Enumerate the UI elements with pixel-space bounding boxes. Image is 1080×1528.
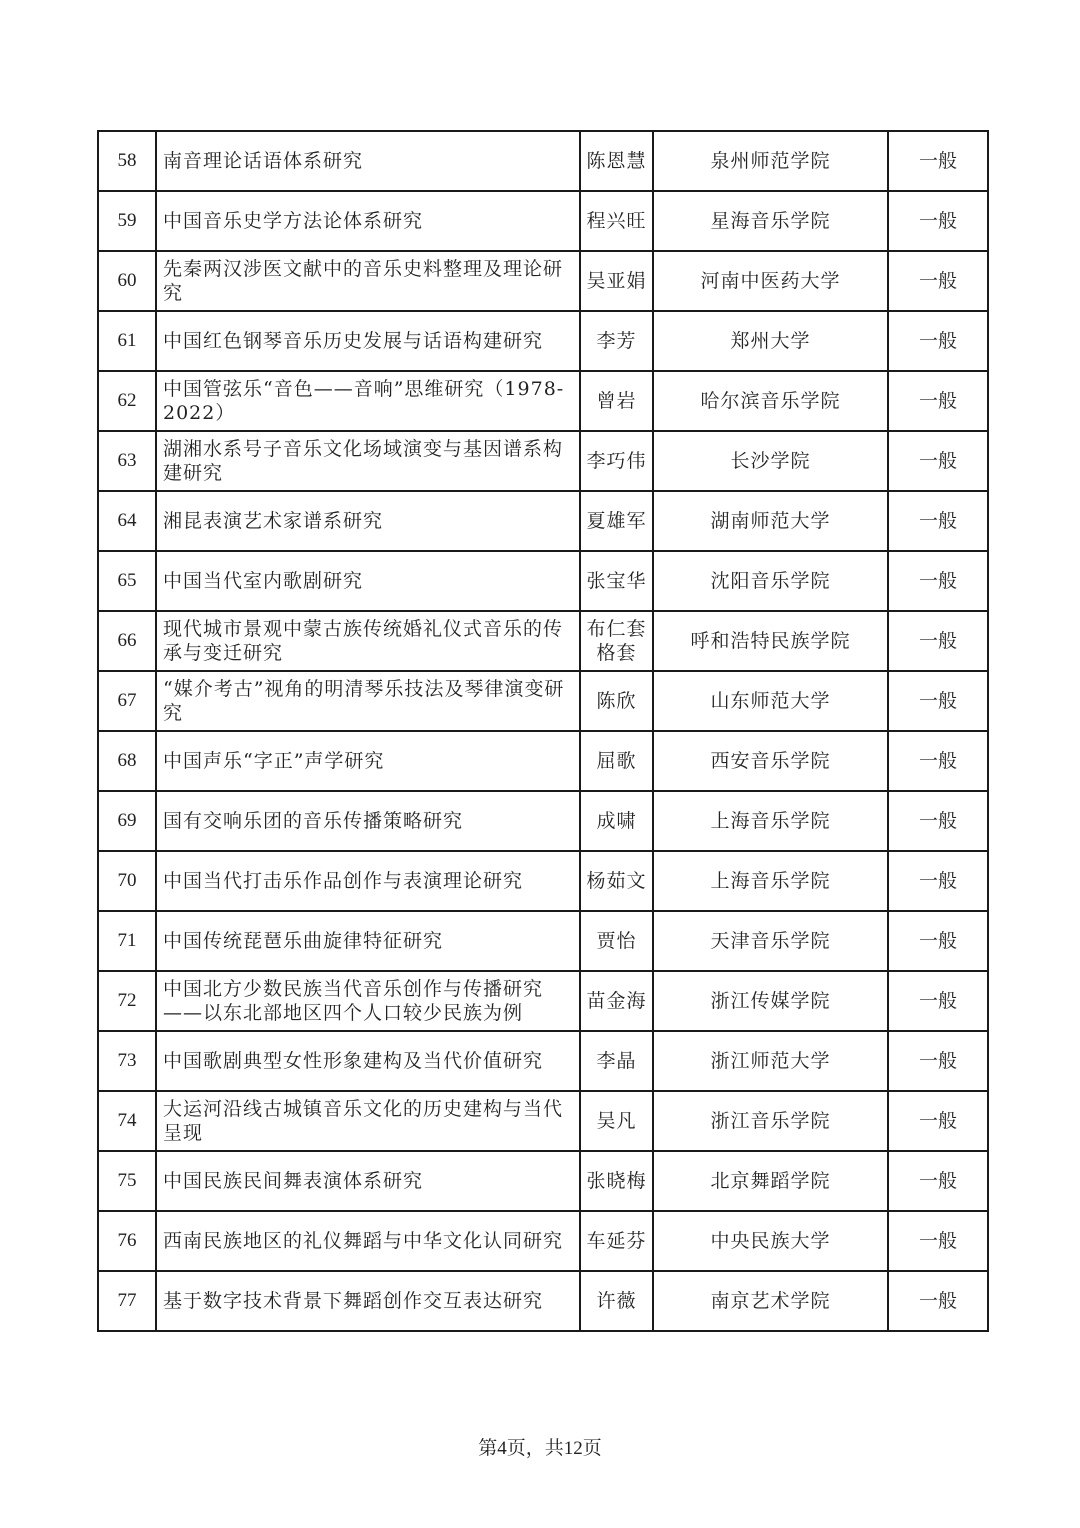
project-title: 中国管弦乐“音色——音响”思维研究（1978-2022） bbox=[156, 371, 580, 431]
institution: 星海音乐学院 bbox=[653, 191, 888, 251]
institution: 西安音乐学院 bbox=[653, 731, 888, 791]
principal-investigator: 李巧伟 bbox=[580, 431, 653, 491]
table-row bbox=[98, 1211, 988, 1271]
project-title: 先秦两汉涉医文献中的音乐史料整理及理论研究 bbox=[156, 251, 580, 311]
table-row bbox=[98, 491, 988, 551]
row-number: 71 bbox=[98, 911, 156, 971]
principal-investigator: 张晓梅 bbox=[580, 1151, 653, 1211]
institution: 上海音乐学院 bbox=[653, 851, 888, 911]
table-row bbox=[98, 1031, 988, 1091]
project-title: 国有交响乐团的音乐传播策略研究 bbox=[156, 791, 580, 851]
principal-investigator: 吴亚娟 bbox=[580, 251, 653, 311]
institution: 浙江音乐学院 bbox=[653, 1091, 888, 1151]
table-row bbox=[98, 791, 988, 851]
project-title: 中国当代打击乐作品创作与表演理论研究 bbox=[156, 851, 580, 911]
row-number: 72 bbox=[98, 971, 156, 1031]
table-row bbox=[98, 611, 988, 671]
project-level: 一般 bbox=[888, 851, 988, 911]
project-title: 中国传统琵琶乐曲旋律特征研究 bbox=[156, 911, 580, 971]
principal-investigator: 陈欣 bbox=[580, 671, 653, 731]
project-level: 一般 bbox=[888, 131, 988, 191]
table-row bbox=[98, 911, 988, 971]
project-title: 中国音乐史学方法论体系研究 bbox=[156, 191, 580, 251]
project-level: 一般 bbox=[888, 551, 988, 611]
project-level: 一般 bbox=[888, 191, 988, 251]
project-title: 中国北方少数民族当代音乐创作与传播研究——以东北部地区四个人口较少民族为例 bbox=[156, 971, 580, 1031]
table-row bbox=[98, 1091, 988, 1151]
project-table-body bbox=[98, 131, 988, 1331]
row-number: 68 bbox=[98, 731, 156, 791]
row-number: 74 bbox=[98, 1091, 156, 1151]
project-level: 一般 bbox=[888, 371, 988, 431]
institution: 长沙学院 bbox=[653, 431, 888, 491]
project-title: 南音理论话语体系研究 bbox=[156, 131, 580, 191]
table-row bbox=[98, 971, 988, 1031]
table-row bbox=[98, 251, 988, 311]
table-row bbox=[98, 431, 988, 491]
project-level: 一般 bbox=[888, 1091, 988, 1151]
row-number: 67 bbox=[98, 671, 156, 731]
project-level: 一般 bbox=[888, 1211, 988, 1271]
institution: 天津音乐学院 bbox=[653, 911, 888, 971]
project-title: 中国红色钢琴音乐历史发展与话语构建研究 bbox=[156, 311, 580, 371]
table-row bbox=[98, 191, 988, 251]
project-level: 一般 bbox=[888, 251, 988, 311]
institution: 河南中医药大学 bbox=[653, 251, 888, 311]
project-title: 西南民族地区的礼仪舞蹈与中华文化认同研究 bbox=[156, 1211, 580, 1271]
project-title: 中国歌剧典型女性形象建构及当代价值研究 bbox=[156, 1031, 580, 1091]
project-title: 湖湘水系号子音乐文化场域演变与基因谱系构建研究 bbox=[156, 431, 580, 491]
institution: 南京艺术学院 bbox=[653, 1271, 888, 1331]
institution: 沈阳音乐学院 bbox=[653, 551, 888, 611]
row-number: 69 bbox=[98, 791, 156, 851]
table-row bbox=[98, 1271, 988, 1331]
principal-investigator: 吴凡 bbox=[580, 1091, 653, 1151]
project-title: 基于数字技术背景下舞蹈创作交互表达研究 bbox=[156, 1271, 580, 1331]
table-row bbox=[98, 671, 988, 731]
principal-investigator: 李晶 bbox=[580, 1031, 653, 1091]
table-row bbox=[98, 131, 988, 191]
project-title: 湘昆表演艺术家谱系研究 bbox=[156, 491, 580, 551]
principal-investigator: 程兴旺 bbox=[580, 191, 653, 251]
principal-investigator: 屈歌 bbox=[580, 731, 653, 791]
row-number: 64 bbox=[98, 491, 156, 551]
project-title: 中国当代室内歌剧研究 bbox=[156, 551, 580, 611]
project-table bbox=[97, 130, 989, 1332]
principal-investigator: 夏雄军 bbox=[580, 491, 653, 551]
row-number: 75 bbox=[98, 1151, 156, 1211]
table-row bbox=[98, 851, 988, 911]
project-level: 一般 bbox=[888, 1271, 988, 1331]
project-title: 大运河沿线古城镇音乐文化的历史建构与当代呈现 bbox=[156, 1091, 580, 1151]
table-row bbox=[98, 371, 988, 431]
project-title: 中国民族民间舞表演体系研究 bbox=[156, 1151, 580, 1211]
row-number: 63 bbox=[98, 431, 156, 491]
project-title: “媒介考古”视角的明清琴乐技法及琴律演变研究 bbox=[156, 671, 580, 731]
project-level: 一般 bbox=[888, 731, 988, 791]
row-number: 77 bbox=[98, 1271, 156, 1331]
institution: 郑州大学 bbox=[653, 311, 888, 371]
project-level: 一般 bbox=[888, 911, 988, 971]
principal-investigator: 布仁套格套 bbox=[580, 611, 653, 671]
principal-investigator: 车延芬 bbox=[580, 1211, 653, 1271]
project-level: 一般 bbox=[888, 491, 988, 551]
row-number: 73 bbox=[98, 1031, 156, 1091]
institution: 呼和浩特民族学院 bbox=[653, 611, 888, 671]
principal-investigator: 成啸 bbox=[580, 791, 653, 851]
project-level: 一般 bbox=[888, 971, 988, 1031]
institution: 浙江传媒学院 bbox=[653, 971, 888, 1031]
project-level: 一般 bbox=[888, 791, 988, 851]
principal-investigator: 贾怡 bbox=[580, 911, 653, 971]
principal-investigator: 许薇 bbox=[580, 1271, 653, 1331]
principal-investigator: 李芳 bbox=[580, 311, 653, 371]
institution: 哈尔滨音乐学院 bbox=[653, 371, 888, 431]
row-number: 62 bbox=[98, 371, 156, 431]
row-number: 58 bbox=[98, 131, 156, 191]
institution: 浙江师范大学 bbox=[653, 1031, 888, 1091]
table-row bbox=[98, 551, 988, 611]
row-number: 65 bbox=[98, 551, 156, 611]
institution: 泉州师范学院 bbox=[653, 131, 888, 191]
principal-investigator: 张宝华 bbox=[580, 551, 653, 611]
institution: 北京舞蹈学院 bbox=[653, 1151, 888, 1211]
row-number: 59 bbox=[98, 191, 156, 251]
project-level: 一般 bbox=[888, 671, 988, 731]
row-number: 61 bbox=[98, 311, 156, 371]
institution: 中央民族大学 bbox=[653, 1211, 888, 1271]
institution: 湖南师范大学 bbox=[653, 491, 888, 551]
principal-investigator: 曾岩 bbox=[580, 371, 653, 431]
project-level: 一般 bbox=[888, 431, 988, 491]
table-row bbox=[98, 1151, 988, 1211]
row-number: 60 bbox=[98, 251, 156, 311]
project-level: 一般 bbox=[888, 311, 988, 371]
project-title: 中国声乐“字正”声学研究 bbox=[156, 731, 580, 791]
project-level: 一般 bbox=[888, 611, 988, 671]
row-number: 66 bbox=[98, 611, 156, 671]
page-footer: 第4页，共12页 bbox=[478, 1438, 602, 1459]
principal-investigator: 杨茹文 bbox=[580, 851, 653, 911]
project-level: 一般 bbox=[888, 1151, 988, 1211]
row-number: 70 bbox=[98, 851, 156, 911]
institution: 上海音乐学院 bbox=[653, 791, 888, 851]
row-number: 76 bbox=[98, 1211, 156, 1271]
table-row bbox=[98, 731, 988, 791]
project-level: 一般 bbox=[888, 1031, 988, 1091]
table-row bbox=[98, 311, 988, 371]
principal-investigator: 苗金海 bbox=[580, 971, 653, 1031]
project-title: 现代城市景观中蒙古族传统婚礼仪式音乐的传承与变迁研究 bbox=[156, 611, 580, 671]
institution: 山东师范大学 bbox=[653, 671, 888, 731]
principal-investigator: 陈恩慧 bbox=[580, 131, 653, 191]
